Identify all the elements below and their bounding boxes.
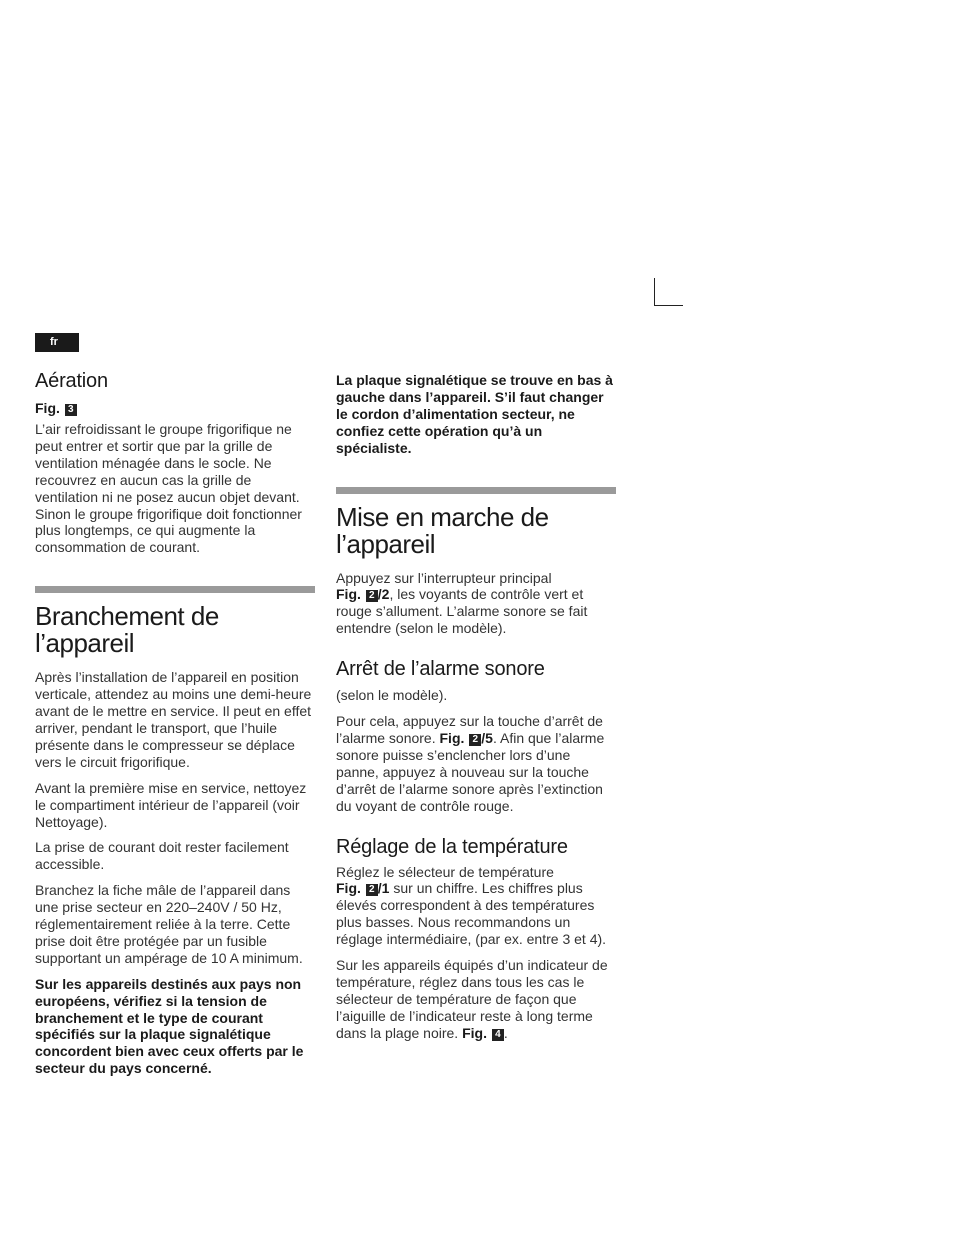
section-divider xyxy=(336,487,616,494)
reglage-text-1: Réglez le sélecteur de température Fig. 2 /1 sur un chiffre. Les chiffres plus élevés correspondent à des températures plus basses. Nous recommandons un réglage intermédiaire, (par ex. entre 3 et 4). xyxy=(336,863,607,948)
branchement-text-3: La prise de courant doit rester facilement accessible. xyxy=(35,839,289,873)
left-column xyxy=(35,368,315,1077)
figure-number-badge: 2 xyxy=(366,884,378,896)
figure-reference: Fig. 3 xyxy=(35,400,315,417)
language-badge: fr xyxy=(35,333,79,352)
aeration-text: L’air refroidissant le groupe frigorifique ne peut entrer et sortir que par la grille de ventilation ménagée dans le socle. Ne recouvrez en aucun cas la grille de ventilation ni ne posez aucun objet devant. Sinon le groupe frigorifique doit fonctionner plus longtemps, ce qui augmente la consommation de courant. xyxy=(35,421,302,556)
figure-number-badge: 3 xyxy=(65,404,77,416)
mise-en-marche-text: Appuyez sur l’interrupteur principal Fig. 2 /2, les voyants de contrôle vert et rouge s’allument. L’alarme sonore se fait entendre (selon le modèle). xyxy=(336,569,588,637)
branchement-text-1: Après l’installation de l’appareil en position verticale, attendez au moins une demi-heure avant de le mettre en service. Il peut en effet arriver, pendant le transport, que l’huile présente dans le compresseur se déplace vers le circuit frigorifique. xyxy=(35,669,312,770)
branchement-warning: Sur les appareils destinés aux pays non européens, vérifiez si la tension de branchement et le type de courant spécifiés sur la plaque signalétique concordent bien avec ceux offerts par le secteur du pays concerné. xyxy=(35,975,304,1077)
right-column xyxy=(336,372,616,1042)
section-title-aeration: Aération xyxy=(35,370,108,392)
arret-note: (selon le modèle). xyxy=(336,687,448,704)
section-title-mise-en-marche: Mise en marche de l’appareil xyxy=(336,501,549,559)
reglage-text-2: Sur les appareils équipés d’un indicateur de température, réglez dans tous les cas le sélecteur de température de façon que l’aiguille de l’indicateur reste à long terme dans la plage noire. Fig. 4 . xyxy=(336,957,608,1041)
figure-number-badge: 4 xyxy=(492,1029,504,1041)
section-title-arret-alarme: Arrêt de l’alarme sonore xyxy=(336,658,545,681)
figure-number-badge: 2 xyxy=(469,734,481,746)
plaque-note: La plaque signalétique se trouve en bas à gauche dans l’appareil. S’il faut changer le cordon d’alimentation secteur, ne confiez cette opération qu’à un spécialiste. xyxy=(336,372,613,456)
section-title-branchement: Branchement de l’appareil xyxy=(35,601,219,659)
branchement-text-4: Branchez la fiche mâle de l’appareil dans une prise secteur en 220–240V / 50 Hz, réglementairement reliée à la terre. Cette prise doit être protégée par un fusible supportant un ampérage de 10 A minimum. xyxy=(35,882,303,966)
section-title-reglage: Réglage de la température xyxy=(336,835,568,858)
section-divider xyxy=(35,586,315,593)
branchement-text-2: Avant la première mise en service, nettoyez le compartiment intérieur de l’appareil (voir Nettoyage). xyxy=(35,779,307,830)
crop-mark xyxy=(654,278,683,306)
arret-text: Pour cela, appuyez sur la touche d’arrêt de l’alarme sonore. Fig. 2 /5. Afin que l’alarme sonore puisse s’enclencher lors d’une panne, appuyez à nouveau sur la touche d’arrêt de l’alarme sonore après l’extinction du voyant de contrôle rouge. xyxy=(336,713,605,814)
figure-number-badge: 2 xyxy=(366,590,378,602)
